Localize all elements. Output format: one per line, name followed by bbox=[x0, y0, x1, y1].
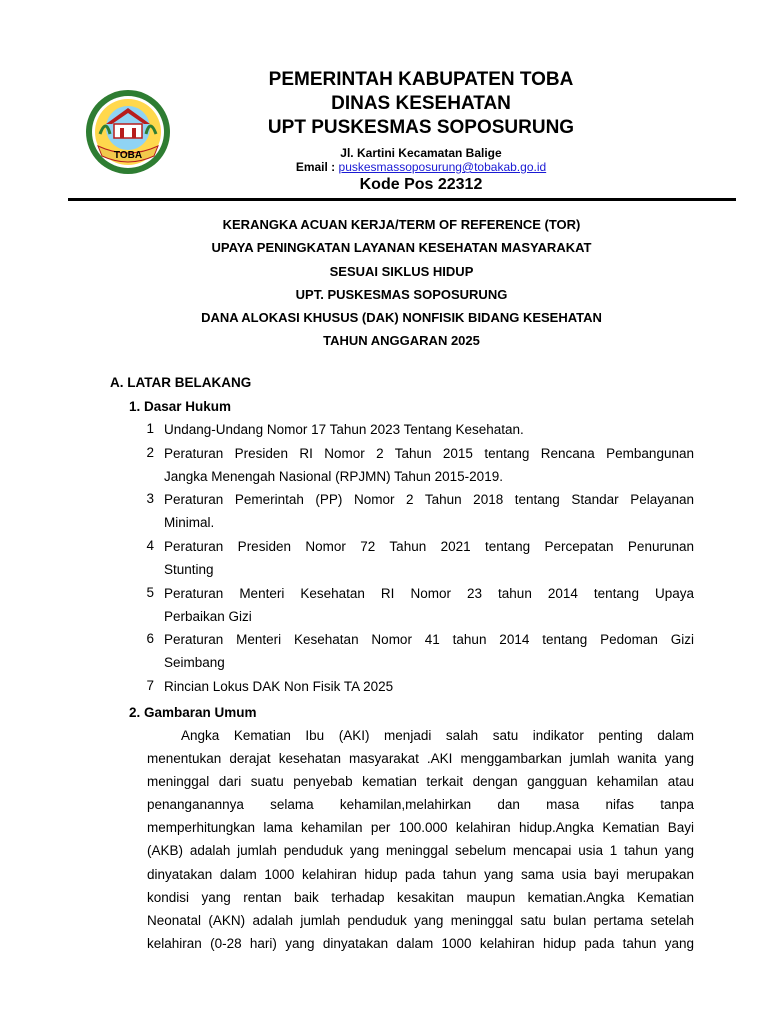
subsection-heading-2: 2. Gambaran Umum bbox=[129, 705, 257, 720]
title-line: TAHUN ANGGARAN 2025 bbox=[323, 333, 480, 349]
title-line: UPAYA PENINGKATAN LAYANAN KESEHATAN MASYARAKAT bbox=[211, 240, 592, 256]
list-item-number: 7 bbox=[146, 678, 154, 693]
list-item-number: 3 bbox=[146, 491, 154, 506]
list-item-line: Perbaikan Gizi bbox=[164, 609, 252, 625]
address: Jl. Kartini Kecamatan Balige bbox=[340, 146, 502, 160]
paragraph-line: dinyatakan dalam 1000 kelahiran hidup pada tahun yang sama usia bayi merupakan bbox=[147, 866, 694, 882]
list-item-text bbox=[164, 418, 694, 441]
list-item-line: Stunting bbox=[164, 562, 214, 578]
paragraph-line: kondisi yang rentan baik terhadap kesakitan maupun kematian.Angka Kematian bbox=[147, 889, 694, 905]
toba-logo bbox=[84, 88, 172, 176]
letterhead-line-2: DINAS KESEHATAN bbox=[331, 93, 511, 114]
list-item-line: Peraturan Presiden Nomor 72 Tahun 2021 tentang Percepatan Penurunan bbox=[164, 539, 694, 554]
list-item-number: 6 bbox=[146, 631, 154, 646]
list-item-line: Minimal. bbox=[164, 515, 215, 531]
paragraph-line: menentukan derajat kesehatan masyarakat .AKI menggambarkan jumlah wanita yang bbox=[147, 751, 694, 767]
paragraph-line: kelahiran (0-28 hari) yang dinyatakan dalam 1000 kelahiran hidup pada tahun yang bbox=[147, 935, 694, 951]
document-title bbox=[100, 213, 703, 353]
subsection-heading-1: 1. Dasar Hukum bbox=[129, 399, 232, 414]
list-item-line: Peraturan Menteri Kesehatan Nomor 41 tahun 2014 tentang Pedoman Gizi bbox=[164, 632, 694, 647]
list-item-line: Jangka Menengah Nasional (RPJMN) Tahun 2015-2019. bbox=[164, 469, 503, 485]
paragraph-line: meninggal dari suatu penyebab kematian terkait dengan gangguan kehamilan atau bbox=[147, 774, 694, 790]
title-line: KERANGKA ACUAN KERJA/TERM OF REFERENCE (TOR) bbox=[222, 217, 581, 232]
header-divider bbox=[68, 198, 736, 201]
email-link[interactable]: puskesmassoposurung@tobakab.go.id bbox=[338, 160, 547, 174]
paragraph-line: memperhitungkan lama kehamilan per 100.000 kelahiran hidup.Angka Kematian Bayi bbox=[147, 820, 694, 836]
list-item-text bbox=[164, 535, 694, 582]
postal-code: Kode Pos 22312 bbox=[359, 176, 483, 193]
paragraph-line: Neonatal (AKN) adalah jumlah penduduk yang meninggal satu bulan pertama setelah bbox=[147, 912, 694, 928]
title-line: SESUAI SIKLUS HIDUP bbox=[329, 263, 474, 279]
email-label: Email : bbox=[295, 160, 336, 174]
list-item-line: Peraturan Pemerintah (PP) Nomor 2 Tahun 2018 tentang Standar Pelayanan bbox=[164, 492, 694, 507]
list-item-text bbox=[164, 628, 694, 675]
list-item-line: Peraturan Menteri Kesehatan RI Nomor 23 tahun 2014 tentang Upaya bbox=[164, 586, 694, 601]
list-item-number: 5 bbox=[146, 585, 154, 600]
list-item-line: Seimbang bbox=[164, 655, 225, 671]
paragraph-line: penanganannya selama kehamilan,melahirkan dan masa nifas tanpa bbox=[147, 797, 694, 813]
general-overview-paragraph bbox=[147, 724, 694, 955]
letterhead-line-3: UPT PUSKESMAS SOPOSURUNG bbox=[267, 117, 575, 138]
list-item-text bbox=[164, 442, 694, 489]
logo-label: TOBA bbox=[113, 150, 143, 161]
list-item-line: Undang-Undang Nomor 17 Tahun 2023 Tentang Kesehatan. bbox=[164, 422, 524, 437]
letterhead bbox=[200, 68, 642, 195]
list-item-line: Peraturan Presiden RI Nomor 2 Tahun 2015 tentang Rencana Pembangunan bbox=[164, 446, 694, 461]
list-item-text bbox=[164, 488, 694, 535]
list-item-number: 2 bbox=[146, 445, 154, 460]
title-line: UPT. PUSKESMAS SOPOSURUNG bbox=[295, 286, 508, 302]
title-line: DANA ALOKASI KHUSUS (DAK) NONFISIK BIDANG KESEHATAN bbox=[201, 310, 602, 326]
letterhead-line-1: PEMERINTAH KABUPATEN TOBA bbox=[268, 69, 574, 90]
paragraph-line: (AKB) adalah jumlah penduduk yang meninggal sebelum mencapai usia 1 tahun yang bbox=[147, 843, 694, 859]
paragraph-line: Angka Kematian Ibu (AKI) menjadi salah satu indikator penting dalam bbox=[181, 728, 694, 743]
list-item-text bbox=[164, 675, 694, 698]
list-item-number: 4 bbox=[146, 538, 154, 553]
list-item-number: 1 bbox=[146, 421, 154, 436]
email-line bbox=[200, 160, 642, 174]
section-heading-a: A. LATAR BELAKANG bbox=[110, 375, 252, 390]
list-item-text bbox=[164, 582, 694, 629]
list-item-line: Rincian Lokus DAK Non Fisik TA 2025 bbox=[164, 679, 394, 694]
